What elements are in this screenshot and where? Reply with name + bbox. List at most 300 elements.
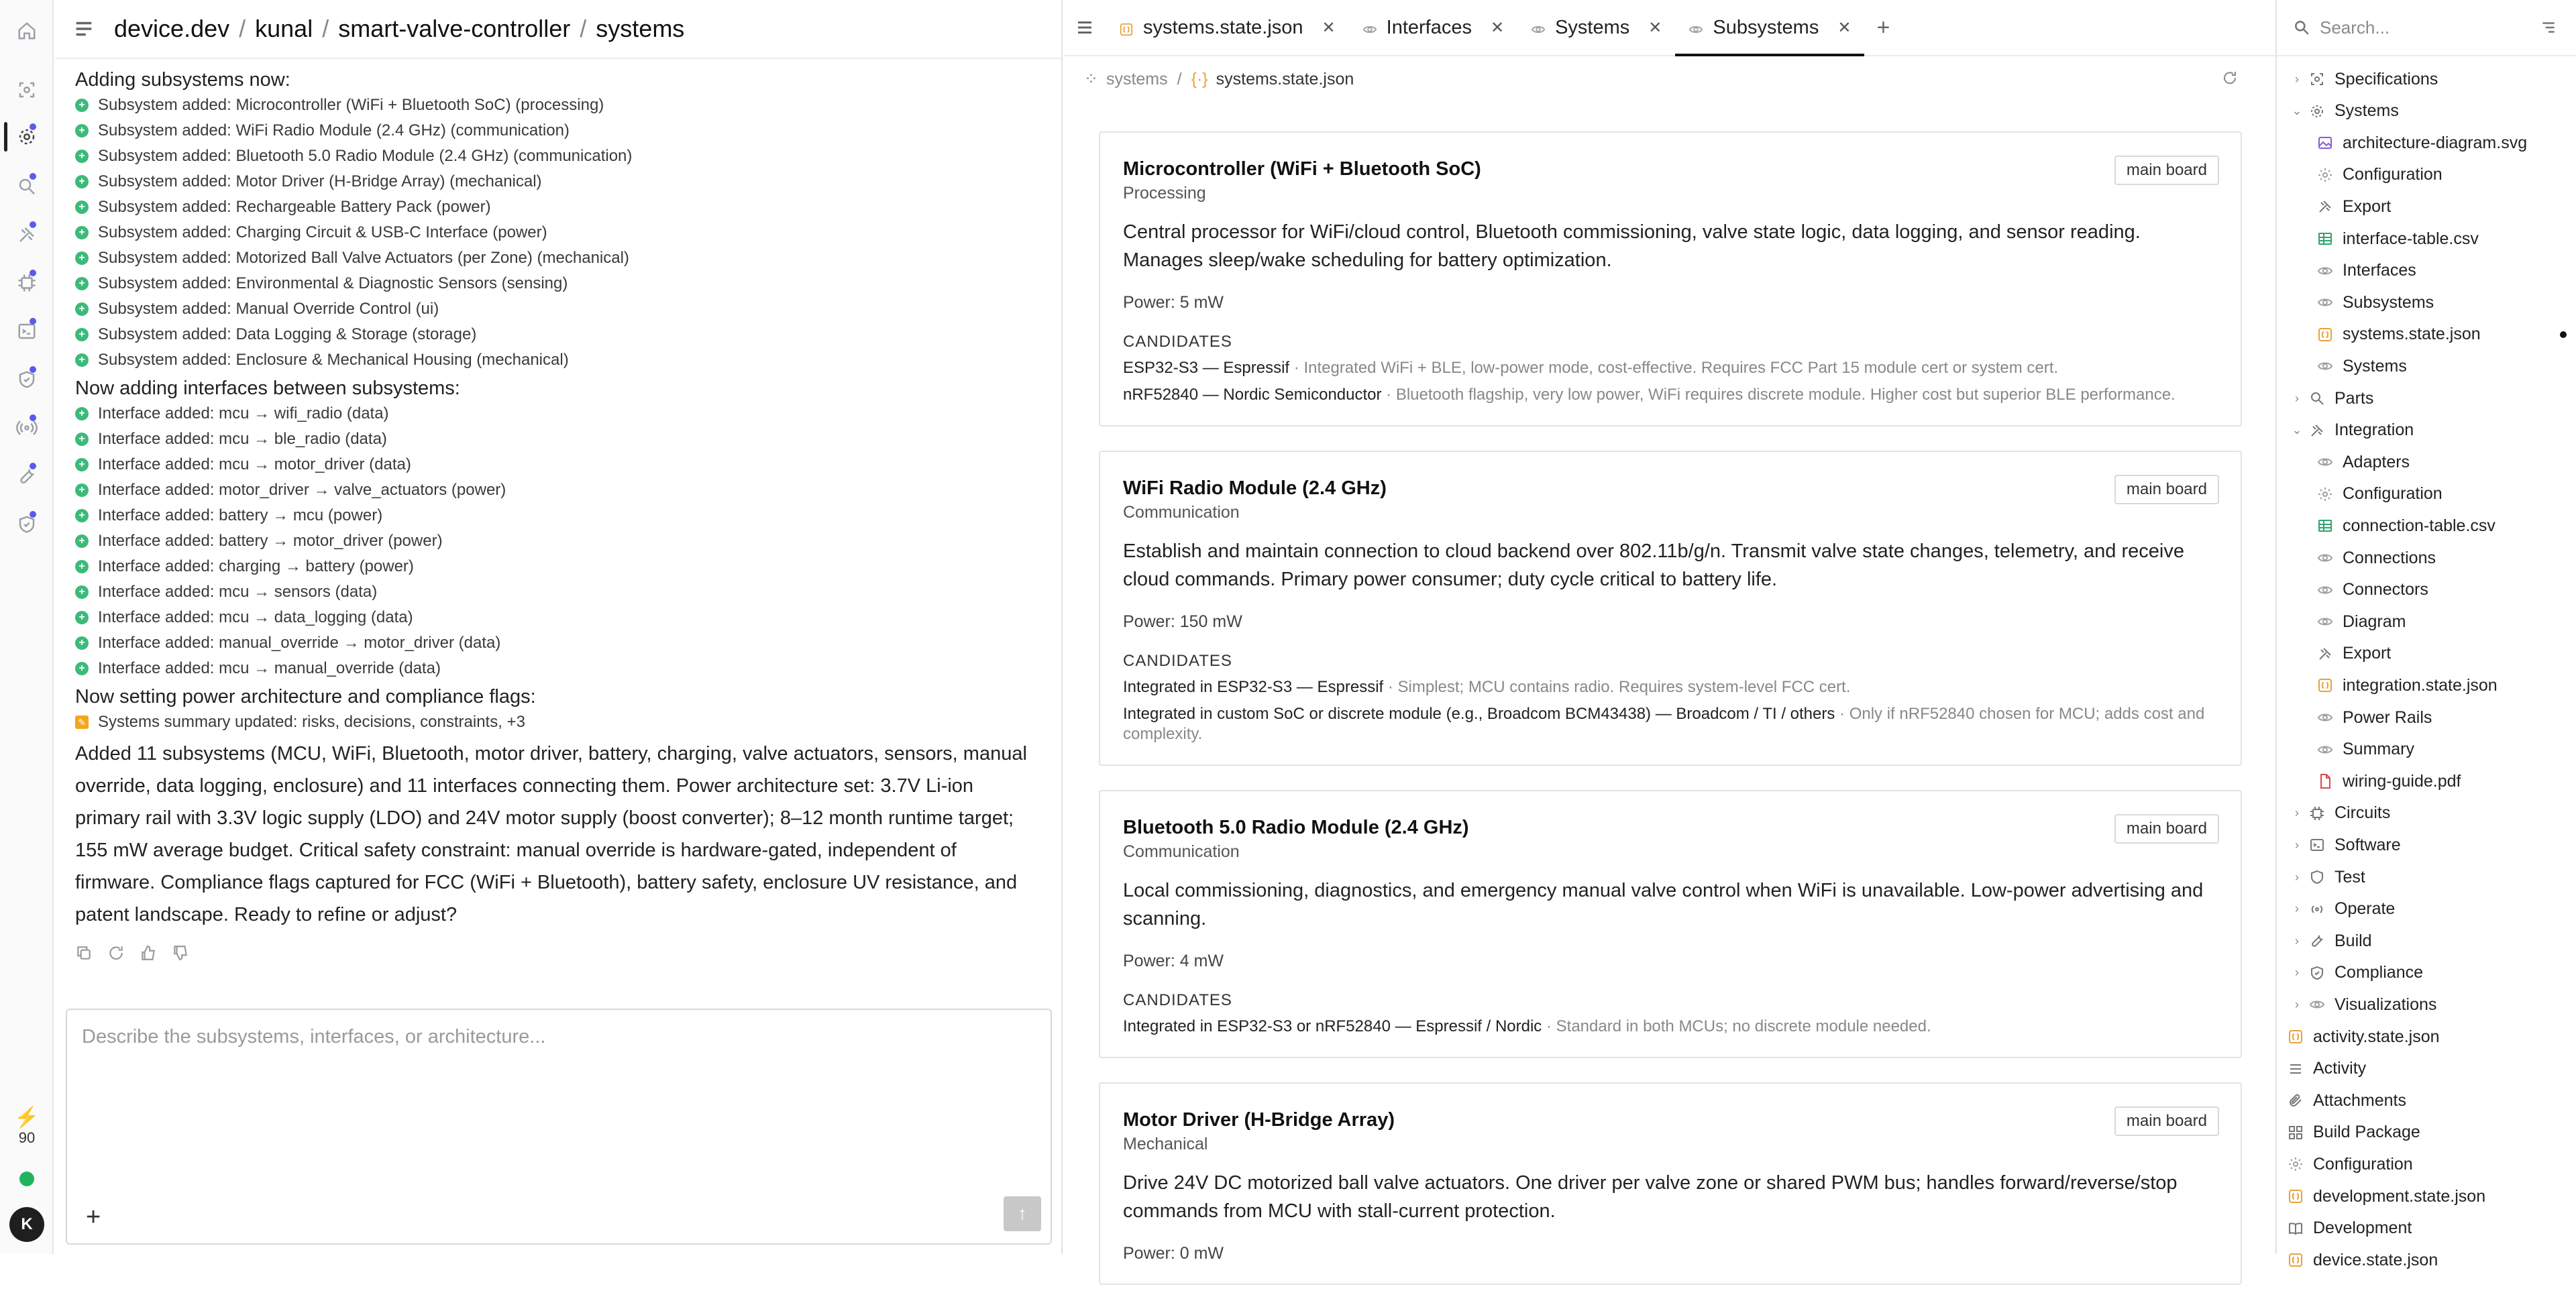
tree-search — [2277, 0, 2576, 56]
tree-item-label: Connections — [2343, 548, 2436, 567]
interface-log-item — [75, 452, 1041, 477]
subsystem-category: Mechanical — [1123, 1135, 1208, 1153]
arrow-up-icon: ↑ — [1018, 1203, 1027, 1224]
gear-icon — [2317, 167, 2333, 183]
pdf-file-icon — [2317, 773, 2333, 789]
interface-log-item — [75, 503, 1041, 528]
subsystem-card[interactable] — [1099, 790, 2242, 1058]
close-icon[interactable]: ✕ — [1648, 18, 1662, 37]
log-text: Subsystem added: Motorized Ball Valve Actuators (per Zone) (mechanical) — [98, 249, 629, 267]
subsystem-card-list — [1099, 131, 2242, 1309]
grid-icon — [2288, 1125, 2304, 1141]
chat-transcript — [75, 64, 1041, 965]
log-text: Interface added: mcu → manual_override (data) — [98, 659, 441, 677]
tree-item-interface-table-csv[interactable] — [2317, 225, 2479, 252]
close-icon[interactable]: ✕ — [1490, 18, 1505, 37]
candidate-item — [1123, 704, 2218, 744]
eye-icon — [2317, 709, 2333, 726]
integration-icon[interactable] — [11, 219, 43, 251]
attach-plus-icon[interactable]: + — [86, 1203, 101, 1231]
subsystem-log-item — [75, 296, 1041, 322]
log-text: Subsystem added: WiFi Radio Module (2.4 GHz) (communication) — [98, 121, 570, 139]
json-file-icon — [2317, 327, 2333, 343]
tree-item-build-package[interactable] — [2288, 1119, 2420, 1146]
eye-icon — [2317, 614, 2333, 630]
subsystem-description: Drive 24V DC motorized ball valve actuators. One driver per valve zone or shared PWM bus; handles forward/reverse/stop commands from MCU with stall-current protection. — [1123, 1172, 2178, 1222]
icon-rail — [0, 0, 54, 1254]
candidate-note: · Simplest; MCU contains radio. Requires system-level FCC cert. — [1383, 678, 1851, 696]
check-circle-icon: + — [75, 124, 89, 137]
chevron-right-icon[interactable]: › — [2295, 997, 2299, 1011]
interface-log-item — [75, 656, 1041, 681]
log-text: Interface added: mcu → motor_driver (data) — [98, 455, 411, 473]
chat-panel — [55, 0, 1063, 1254]
tree-item-label: Build Package — [2313, 1123, 2420, 1142]
table-file-icon — [2317, 518, 2333, 534]
notification-dot — [30, 123, 36, 130]
tree-item-architecture-diagram-svg[interactable] — [2317, 129, 2527, 156]
terminal-icon — [2309, 837, 2325, 853]
candidate-item — [1123, 358, 2218, 378]
chevron-right-icon[interactable]: › — [2295, 806, 2299, 820]
tree-item-connectors[interactable] — [2317, 577, 2428, 604]
table-file-icon — [2317, 231, 2333, 247]
connection-status-indicator — [19, 1172, 34, 1186]
subsystem-log-item — [75, 347, 1041, 373]
assistant-summary: Added 11 subsystems (MCU, WiFi, Bluetooth, motor driver, battery, charging, valve actuators, sensors, manual override, data logging, enclosure) and 11 interfaces connecting them. Power architecture set: 3.7V Li-ion primary rail with 3.3V logic supply (LDO) and 24V motor supply (boost converter); 8–12 month runtime target; 155 mW average budget. Critical safety constraint: manual override is hardware-gated, independent of firmware. Compliance flags captured for FCC (WiFi + Bluetooth), battery safety, enclosure UV resistance, and patent landscape. Ready to refine or adjust? — [75, 743, 1027, 925]
check-circle-icon: + — [75, 251, 89, 265]
candidates-heading: CANDIDATES — [1123, 991, 1232, 1009]
check-circle-icon: + — [75, 509, 89, 522]
candidates-heading: CANDIDATES — [1123, 333, 1232, 351]
candidate-note: · Bluetooth flagship, very low power, WiFi requires discrete module. Higher cost but superior BLE performance. — [1381, 386, 2176, 404]
avatar[interactable]: K — [9, 1207, 44, 1242]
tree-item-visualizations[interactable] — [2290, 991, 2436, 1018]
tree-item-device-state-json[interactable] — [2288, 1247, 2438, 1273]
check-circle-icon: + — [75, 150, 89, 163]
check-circle-icon: + — [75, 201, 89, 214]
regenerate-icon[interactable] — [107, 944, 125, 965]
tree-item-export[interactable] — [2317, 193, 2391, 220]
notification-dot — [30, 511, 36, 518]
eye-icon — [2317, 454, 2333, 470]
location-badge: main board — [2114, 1106, 2219, 1136]
json-file-icon — [1119, 20, 1134, 35]
chip-icon — [2309, 805, 2325, 821]
tree-item-software[interactable] — [2290, 832, 2401, 858]
subsystem-log-item — [75, 93, 1041, 118]
parts-search-icon[interactable] — [11, 170, 43, 203]
tree-item-label: Export — [2343, 196, 2392, 216]
check-circle-icon: + — [75, 99, 89, 112]
check-circle-icon: + — [75, 433, 89, 446]
json-file-icon: {·} — [1191, 69, 1208, 89]
shield-icon[interactable] — [11, 363, 43, 396]
check-circle-icon: + — [75, 611, 89, 624]
log-text: Subsystem added: Charging Circuit & USB-C Interface (power) — [98, 223, 547, 241]
subsystem-log-item — [75, 144, 1041, 169]
log-text: Interface added: mcu → wifi_radio (data) — [98, 404, 389, 422]
thumbs-up-icon[interactable] — [140, 944, 157, 965]
notification-dot — [30, 463, 36, 469]
tree-item-label: wiring-guide.pdf — [2343, 771, 2461, 791]
subsystem-title: WiFi Radio Module (2.4 GHz) — [1123, 477, 1387, 499]
json-file-icon — [2288, 1252, 2304, 1268]
notification-dot — [30, 318, 36, 325]
check-circle-icon: + — [75, 226, 89, 239]
json-file-icon — [2317, 677, 2333, 693]
subsystem-category: Communication — [1123, 503, 1240, 522]
candidate-name: Integrated in ESP32-S3 — Espressif — [1123, 678, 1384, 696]
tree-item-label: device.state.json — [2313, 1250, 2438, 1269]
candidate-item — [1123, 1017, 2218, 1037]
tree-item-label: Diagram — [2343, 612, 2406, 631]
wrench-icon[interactable] — [11, 460, 43, 492]
tabs-menu-icon[interactable] — [1064, 0, 1106, 55]
sidebar-toggle-icon[interactable] — [72, 17, 95, 40]
tree-item-label: Development — [2313, 1218, 2412, 1238]
tree-item-activity-state-json[interactable] — [2288, 1023, 2440, 1050]
subsystem-category: Communication — [1123, 842, 1240, 861]
candidate-item — [1123, 677, 2218, 697]
subsystem-card[interactable] — [1099, 1082, 2242, 1285]
eye-icon — [2317, 358, 2333, 374]
tab-label: Systems — [1555, 16, 1630, 38]
tree-item-diagram[interactable] — [2317, 608, 2406, 635]
tree-search-input[interactable] — [2320, 17, 2534, 38]
tab-subsystems[interactable] — [1675, 0, 1864, 55]
bolt-icon: ⚡ — [14, 1106, 40, 1129]
tree-item-label: Interfaces — [2343, 261, 2416, 280]
spec-icon — [2309, 71, 2325, 87]
tree-item-label: interface-table.csv — [2343, 229, 2479, 248]
subsystems-heading: Adding subsystems now: — [75, 69, 290, 91]
close-icon[interactable]: ✕ — [1837, 18, 1851, 37]
tree-item-operate[interactable] — [2290, 896, 2395, 923]
interfaces-heading: Now adding interfaces between subsystems: — [75, 378, 460, 399]
subsystem-card[interactable] — [1099, 131, 2242, 426]
notification-dot — [30, 221, 36, 228]
candidates-heading: CANDIDATES — [1123, 652, 1232, 670]
editor-panel — [1064, 0, 2275, 1263]
tree-item-integration-state-json[interactable] — [2317, 672, 2498, 699]
tree-item-compliance[interactable] — [2290, 960, 2423, 986]
check-circle-icon: + — [75, 407, 89, 420]
search-icon — [2309, 390, 2325, 406]
interface-log-item — [75, 401, 1041, 426]
message-actions — [75, 944, 1041, 965]
subsystem-description: Central processor for WiFi/cloud control, Bluetooth commissioning, valve state logic, data logging, and sensor reading. Manages sleep/wake scheduling for battery optimization. — [1123, 221, 2141, 271]
notification-dot — [30, 366, 36, 373]
tree-item-adapters[interactable] — [2317, 449, 2410, 475]
eye-icon — [2317, 582, 2333, 598]
tree-item-configuration[interactable] — [2317, 162, 2443, 188]
tab-label: systems.state.json — [1143, 16, 1303, 38]
tab-list — [1106, 0, 1864, 55]
send-button[interactable] — [1004, 1196, 1041, 1231]
tree-item-label: architecture-diagram.svg — [2343, 133, 2528, 152]
tab-label: Interfaces — [1386, 16, 1472, 38]
tree-item-label: Adapters — [2343, 452, 2410, 471]
copy-icon[interactable] — [75, 944, 93, 965]
tab-systems[interactable] — [1517, 0, 1675, 55]
file-tree-panel — [2275, 0, 2576, 1269]
chevron-right-icon[interactable]: › — [2295, 72, 2299, 86]
subsystem-title: Motor Driver (H-Bridge Array) — [1123, 1109, 1395, 1131]
tree-item-label: Activity — [2313, 1059, 2367, 1078]
interface-log-item — [75, 579, 1041, 605]
tree-item-development[interactable] — [2288, 1215, 2412, 1242]
close-icon[interactable]: ✕ — [1322, 18, 1336, 37]
tree-item-summary[interactable] — [2317, 736, 2414, 763]
candidate-name: Integrated in custom SoC or discrete module (e.g., Broadcom BCM43438) — Broadcom / TI / others — [1123, 705, 1835, 723]
tree-item-label: activity.state.json — [2313, 1027, 2440, 1046]
eye-icon — [1688, 20, 1703, 35]
tree-item-configuration[interactable] — [2317, 481, 2443, 508]
log-text: Interface added: battery → mcu (power) — [98, 506, 383, 524]
tree-item-label: Operate — [2334, 899, 2396, 919]
shield-check-icon — [2309, 965, 2325, 981]
rail-active-indicator — [4, 122, 7, 152]
check-circle-icon: + — [75, 636, 89, 650]
tree-item-build[interactable] — [2290, 927, 2372, 954]
subsystem-card[interactable] — [1099, 451, 2242, 766]
tree-item-parts[interactable] — [2290, 385, 2373, 412]
tree-item-label: connection-table.csv — [2343, 516, 2496, 535]
tools-icon — [2317, 646, 2333, 662]
log-text: Interface added: mcu → sensors (data) — [98, 583, 378, 601]
tree-item-systems-state-json[interactable] — [2317, 321, 2481, 348]
log-text: Subsystem added: Data Logging & Storage (storage) — [98, 325, 477, 343]
broadcast-icon — [2309, 901, 2325, 917]
check-circle-icon: + — [75, 277, 89, 290]
new-tab-plus-icon[interactable]: + — [1876, 14, 1890, 40]
tree-item-export[interactable] — [2317, 640, 2391, 667]
search-icon — [2293, 19, 2310, 36]
tree-item-power-rails[interactable] — [2317, 704, 2432, 731]
thumbs-down-icon[interactable] — [172, 944, 189, 965]
tab-systems-state-json[interactable] — [1106, 0, 1349, 55]
candidate-item — [1123, 385, 2218, 405]
interface-log-item — [75, 528, 1041, 554]
check-circle-icon: + — [75, 302, 89, 316]
tree-item-label: Attachments — [2313, 1090, 2406, 1110]
subsystem-title: Bluetooth 5.0 Radio Module (2.4 GHz) — [1123, 817, 1469, 838]
tree-item-label: Connectors — [2343, 580, 2428, 600]
tree-item-label: Subsystems — [2343, 292, 2434, 312]
subsystem-description: Local commissioning, diagnostics, and emergency manual valve control when WiFi is unavailable. Low-power advertising and scanning. — [1123, 880, 2204, 929]
tree-item-wiring-guide-pdf[interactable] — [2317, 768, 2461, 795]
log-text: Subsystem added: Motor Driver (H-Bridge Array) (mechanical) — [98, 172, 542, 190]
breadcrumb-item[interactable]: systems — [596, 15, 685, 42]
tab-interfaces[interactable] — [1349, 0, 1517, 55]
tree-item-label: Software — [2334, 835, 2401, 854]
eye-icon — [2317, 294, 2333, 310]
log-text: Subsystem added: Enclosure & Mechanical Housing (mechanical) — [98, 351, 569, 369]
subsystem-category: Processing — [1123, 184, 1206, 203]
notification-dot — [30, 173, 36, 180]
home-icon[interactable] — [11, 15, 43, 47]
check-circle-icon: + — [75, 353, 89, 367]
tree-item-development-state-json[interactable] — [2288, 1183, 2485, 1210]
subsystem-log-item — [75, 245, 1041, 271]
tree-item-label: Build — [2334, 931, 2372, 950]
location-badge: main board — [2114, 156, 2219, 185]
chip-icon[interactable] — [11, 267, 43, 299]
tree-item-label: Integration — [2334, 420, 2414, 440]
tree-item-label: Systems — [2334, 101, 2399, 121]
eye-icon — [1531, 20, 1546, 35]
subsystem-power: Power: 5 mW — [1123, 293, 1224, 312]
tree-item-connections[interactable] — [2317, 545, 2436, 571]
subsystem-power: Power: 4 mW — [1123, 952, 1224, 970]
systems-icon — [2309, 103, 2325, 119]
tree-item-label: Export — [2343, 644, 2392, 663]
subsystem-log-item — [75, 220, 1041, 245]
tree-item-label: Specifications — [2334, 69, 2438, 89]
shield-check-icon[interactable] — [11, 508, 43, 540]
chevron-right-icon[interactable]: › — [2295, 902, 2299, 916]
broadcast-icon[interactable] — [11, 412, 43, 444]
tab-bar — [1064, 0, 2275, 56]
location-badge: main board — [2114, 814, 2219, 844]
eye-icon — [2309, 997, 2325, 1013]
wrench-icon — [2309, 933, 2325, 949]
refresh-icon[interactable] — [2222, 70, 2238, 86]
tree-item-label: Visualizations — [2334, 994, 2437, 1014]
check-circle-icon: + — [75, 585, 89, 599]
systems-icon: ⁘ — [1084, 70, 1098, 89]
message-input[interactable] — [82, 1026, 1034, 1048]
chevron-right-icon[interactable]: › — [2295, 838, 2299, 852]
modified-dot — [2560, 331, 2567, 338]
tree-item-label: Compliance — [2334, 963, 2424, 982]
candidate-note: · Only if nRF52840 chosen for MCU; adds cost and complexity. — [1123, 705, 2205, 743]
tree-item-test[interactable] — [2290, 864, 2365, 891]
tree-item-activity[interactable] — [2288, 1056, 2366, 1082]
tree-item-label: Configuration — [2343, 165, 2443, 184]
specifications-icon[interactable] — [11, 74, 43, 106]
tree-item-systems[interactable] — [2317, 353, 2407, 380]
interface-log-item — [75, 554, 1041, 579]
tree-item-label: Power Rails — [2343, 707, 2432, 727]
interface-log-item — [75, 605, 1041, 630]
chevron-right-icon[interactable]: › — [2295, 870, 2299, 884]
breadcrumb: device.dev / kunal / smart-valve-controller / systems — [114, 15, 685, 42]
systems-icon[interactable] — [11, 121, 43, 153]
collapse-all-icon[interactable] — [2540, 19, 2557, 36]
chat-header — [55, 0, 1061, 59]
tree-item-interfaces[interactable] — [2317, 258, 2416, 284]
subsystem-power: Power: 0 mW — [1123, 1244, 1224, 1263]
tree-item-label: Configuration — [2313, 1154, 2413, 1174]
log-text: Interface added: battery → motor_driver (power) — [98, 532, 443, 550]
json-file-icon — [2288, 1188, 2304, 1204]
log-text: Subsystem added: Bluetooth 5.0 Radio Module (2.4 GHz) (communication) — [98, 147, 633, 165]
interface-log-item — [75, 630, 1041, 656]
terminal-icon[interactable] — [11, 315, 43, 347]
tree-item-systems[interactable] — [2290, 98, 2399, 125]
interface-log-item — [75, 426, 1041, 452]
image-file-icon — [2317, 135, 2333, 151]
check-circle-icon: + — [75, 560, 89, 573]
gear-icon — [2288, 1156, 2304, 1172]
interface-log-item — [75, 477, 1041, 503]
gear-icon — [2317, 486, 2333, 502]
check-circle-icon: + — [75, 175, 89, 188]
check-circle-icon: + — [75, 534, 89, 548]
check-circle-icon: + — [75, 662, 89, 675]
tree-item-label: Systems — [2343, 356, 2407, 376]
candidate-note: · Standard in both MCUs; no discrete module needed. — [1542, 1017, 1931, 1035]
tree-item-circuits[interactable] — [2290, 800, 2390, 827]
breadcrumb-item[interactable]: smart-valve-controller — [338, 15, 571, 42]
tree-item-connection-table-csv[interactable] — [2317, 512, 2496, 539]
chevron-right-icon[interactable]: › — [2295, 933, 2299, 948]
tools-icon — [2309, 422, 2325, 439]
chevron-down-icon[interactable]: ⌄ — [2292, 104, 2302, 118]
list-icon — [2288, 1061, 2304, 1077]
subsystem-log-item — [75, 322, 1041, 347]
credits-indicator[interactable] — [0, 1106, 54, 1147]
path-segment[interactable]: systems — [1106, 69, 1168, 89]
tree-item-integration[interactable] — [2290, 417, 2414, 444]
log-text: Interface added: mcu → ble_radio (data) — [98, 430, 387, 448]
candidate-name: nRF52840 — Nordic Semiconductor — [1123, 386, 1382, 404]
tree-item-label: Test — [2334, 867, 2365, 887]
notification-dot — [30, 414, 36, 421]
tree-item-specifications[interactable] — [2290, 66, 2438, 93]
book-icon — [2288, 1220, 2304, 1237]
tree-item-attachments[interactable] — [2288, 1087, 2406, 1114]
tree-item-configuration[interactable] — [2288, 1151, 2413, 1178]
check-circle-icon: + — [75, 458, 89, 471]
subsystem-log-list — [75, 93, 1041, 373]
log-text: Subsystem added: Microcontroller (WiFi + Bluetooth SoC) (processing) — [98, 96, 604, 114]
subsystem-log-item — [75, 194, 1041, 220]
chevron-right-icon[interactable]: › — [2295, 966, 2299, 980]
candidate-note: · Integrated WiFi + BLE, low-power mode, cost-effective. Requires FCC Part 15 module cert or system cert. — [1289, 359, 2059, 377]
subsystem-title: Microcontroller (WiFi + Bluetooth SoC) — [1123, 158, 1481, 180]
breadcrumb-item[interactable]: kunal — [255, 15, 313, 42]
log-text: Subsystem added: Manual Override Control (ui) — [98, 300, 439, 318]
tree-item-label: integration.state.json — [2343, 675, 2498, 695]
eye-icon — [2317, 263, 2333, 279]
paperclip-icon — [2288, 1092, 2304, 1108]
chevron-down-icon[interactable]: ⌄ — [2292, 423, 2302, 437]
breadcrumb-item[interactable]: device.dev — [114, 15, 230, 42]
chevron-right-icon[interactable]: › — [2295, 391, 2299, 405]
tree-item-label: Summary — [2343, 740, 2414, 759]
tree-item-label: Circuits — [2334, 803, 2391, 823]
subsystem-log-item — [75, 271, 1041, 296]
subsystem-log-item — [75, 169, 1041, 194]
file-path: ⁘ systems / {·} systems.state.json — [1084, 69, 1354, 89]
power-heading: Now setting power architecture and compliance flags: — [75, 686, 536, 707]
credits-count: 90 — [18, 1129, 36, 1146]
tree-item-label: Parts — [2334, 388, 2374, 408]
tree-item-subsystems[interactable] — [2317, 289, 2434, 316]
subsystem-log-item — [75, 118, 1041, 144]
candidate-name: ESP32-S3 — Espressif — [1123, 359, 1290, 377]
subsystem-description: Establish and maintain connection to cloud backend over 802.11b/g/n. Transmit valve state changes, telemetry, and receive cloud commands. Primary power consumer; duty cycle critical to battery life. — [1123, 540, 2184, 590]
subsystem-power: Power: 150 mW — [1123, 612, 1242, 631]
log-text: Interface added: motor_driver → valve_actuators (power) — [98, 481, 506, 499]
tools-icon — [2317, 198, 2333, 215]
tab-label: Subsystems — [1713, 16, 1819, 38]
tree-item-label: development.state.json — [2313, 1186, 2486, 1206]
eye-icon — [2317, 742, 2333, 758]
